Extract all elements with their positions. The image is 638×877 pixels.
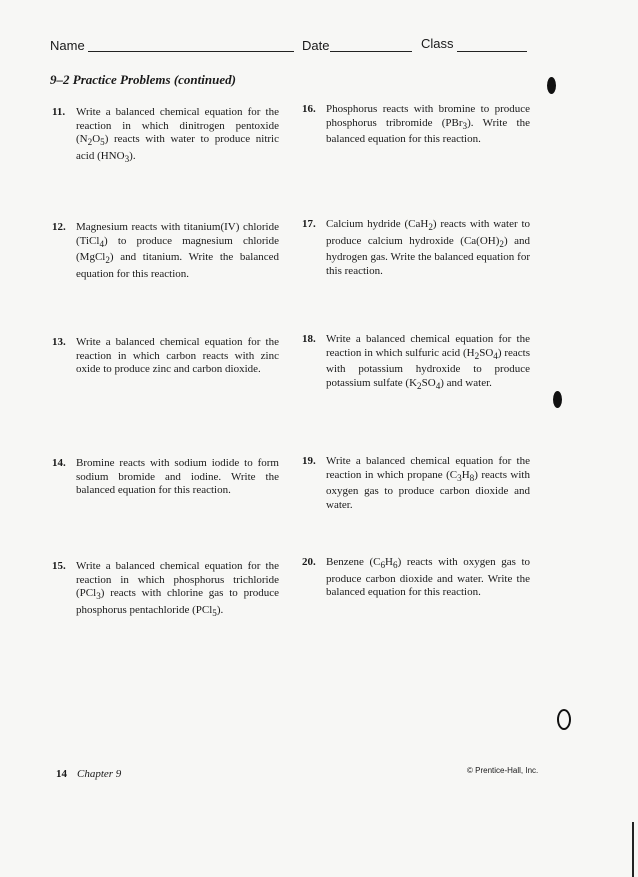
problem-text: Calcium hydride (CaH$_2$) reacts with water to produce calcium hydroxide $(Ca(OH)_2)$ and hydrogen gas. Write the balanced equation for this reaction. <box>326 218 530 277</box>
problem-text: Magnesium reacts with titanium(IV) chloride (TiCl$_4$) to produce magnesium chloride (MgCl$_2$) and titanium. Write the balanced equation for this reaction. <box>76 221 279 280</box>
copyright: © Prentice-Hall, Inc. <box>467 766 539 775</box>
problem-text: Bromine reacts with sodium iodide to form sodium bromide and iodine. Write the balanced equation for this reaction. <box>76 457 279 496</box>
page-number: 14 <box>56 768 67 780</box>
problem-number: 14. <box>52 457 66 469</box>
binder-hole-mark <box>553 391 562 408</box>
problem-text: Benzene $(C_6H_6)$ reacts with oxygen gas to produce carbon dioxide and water. Write the balanced equation for this reaction. <box>326 556 531 599</box>
problem-number: 15. <box>52 560 66 572</box>
problem-number: 17. <box>302 218 316 230</box>
problem-number: 12. <box>52 221 66 233</box>
problem-text: Write a balanced chemical equation for the reaction in which dinitrogen pentoxide $(N_2O_5)$ reacts with water to produce nitric acid $(HNO_3)$. <box>76 106 279 164</box>
problem-number: 16. <box>302 103 316 115</box>
date-label: Date <box>302 38 330 53</box>
problem-number: 11. <box>52 106 66 118</box>
problem-text: Write a balanced chemical equation for the reaction in which propane $(C_3H_8)$ reacts with oxygen gas to produce carbon dioxide and water. <box>326 455 530 511</box>
problem-number: 18. <box>302 333 316 345</box>
class-field-line[interactable] <box>457 51 527 52</box>
section-title: 9–2 Practice Problems (continued) <box>50 72 236 87</box>
problem-text: Phosphorus reacts with bromine to produce phosphorus tribromide (PBr$_3$). Write the balanced equation for this reaction. <box>326 103 530 146</box>
problem-number: 19. <box>302 455 316 467</box>
page-edge-line <box>632 822 634 877</box>
problem-text: Write a balanced chemical equation for the reaction in which sulfuric acid $(H_2SO_4)$ reacts with potassium hydroxide to produce potassium sulfate $(K_2SO_4)$ and water. <box>326 333 531 391</box>
problem-number: 20. <box>302 556 316 568</box>
problem-text: Write a balanced chemical equation for the reaction in which phosphorus trichloride (PCl$_3$) reacts with chlorine gas to produce phosphorus pentachloride (PCl$_5$). <box>76 560 279 618</box>
name-label: Name <box>50 38 85 53</box>
class-label: Class <box>421 36 454 51</box>
name-field-line[interactable] <box>88 51 294 52</box>
binder-hole-mark <box>547 77 556 94</box>
problem-text: Write a balanced chemical equation for the reaction in which carbon reacts with zinc oxide to produce zinc and carbon dioxide. <box>76 336 279 375</box>
footer-left <box>56 768 121 780</box>
binder-hole-mark <box>557 709 571 730</box>
problem-number: 13. <box>52 336 66 348</box>
date-field-line[interactable] <box>330 51 412 52</box>
chapter-label: Chapter 9 <box>77 768 122 780</box>
